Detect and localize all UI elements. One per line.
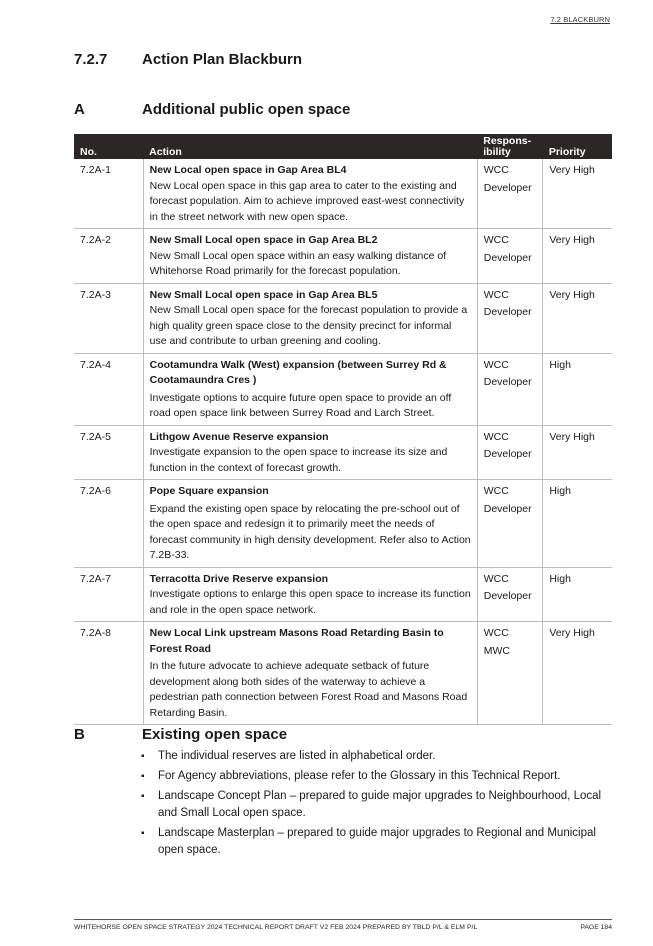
row-action	[143, 353, 477, 425]
action-description: Expand the existing open space by relocating the pre-school out of the open space and redesign it to primarily meet the needs of forecast community in high density development. Refer also to Action 7.2B-33.	[149, 502, 471, 561]
action-title: Cootamundra Walk (West) expansion (between Surrey Rd & Cootamaundra Cres )	[149, 358, 447, 386]
row-action	[143, 567, 477, 622]
row-action	[143, 159, 477, 229]
subsection-a-letter: A	[74, 101, 85, 118]
footer-divider	[74, 919, 612, 920]
action-description: Investigate options to enlarge this open space to increase its function and role in the open space network.	[149, 588, 471, 616]
responsible-agency: Developer	[483, 376, 532, 388]
row-number: 7.2A-8	[74, 622, 143, 725]
action-title: New Local open space in Gap Area BL4	[149, 164, 347, 176]
table-header-row	[74, 134, 612, 159]
responsible-agency: WCC	[483, 288, 509, 301]
action-title: New Local Link upstream Masons Road Retarding Basin to Forest Road	[149, 627, 444, 655]
responsible-agency: Developer	[483, 590, 532, 602]
row-number: 7.2A-5	[74, 425, 143, 480]
subsection-a-title: Additional public open space	[142, 101, 351, 118]
header-responsibility-label: Respons- ibility	[483, 135, 532, 158]
row-responsibility	[477, 229, 543, 284]
action-description: New Small Local open space within an easy walking distance of Whitehorse Road primarily for the forecast population.	[149, 249, 447, 277]
section-number: 7.2.7	[74, 51, 108, 68]
row-number: 7.2A-6	[74, 480, 143, 568]
row-responsibility	[477, 425, 543, 480]
header-priority: Priority	[543, 134, 612, 159]
footer-text: WHITEHORSE OPEN SPACE STRATEGY 2024 TECHNICAL REPORT DRAFT V2 FEB 2024 PREPARED BY TBLD P/L & ELM P/L	[74, 924, 478, 931]
header-no: No.	[74, 134, 143, 159]
header-responsibility	[477, 134, 543, 159]
row-priority: Very High	[543, 229, 612, 284]
header-action: Action	[143, 134, 477, 159]
subsection-b-letter: B	[74, 726, 85, 743]
row-action	[143, 425, 477, 480]
responsible-agency: WCC	[483, 430, 509, 443]
action-title: Terracotta Drive Reserve expansion	[149, 572, 329, 585]
table-row	[74, 283, 612, 353]
section-heading	[74, 51, 302, 68]
responsible-agency: WCC	[483, 572, 509, 585]
row-responsibility	[477, 567, 543, 622]
row-action	[143, 283, 477, 353]
row-priority: Very High	[543, 159, 612, 229]
action-description: Investigate expansion to the open space to increase its size and function in the context of forecast growth.	[149, 446, 448, 474]
action-title: New Small Local open space in Gap Area BL5	[149, 288, 378, 301]
bullet-list	[141, 748, 616, 862]
row-priority: Very High	[543, 283, 612, 353]
subsection-b-title: Existing open space	[142, 726, 288, 743]
row-action	[143, 480, 477, 568]
responsible-agency: Developer	[483, 251, 532, 264]
action-title: Lithgow Avenue Reserve expansion	[149, 430, 329, 443]
list-item: ▪ For Agency abbreviations, please refer to the Glossary in this Technical Report.	[141, 768, 616, 785]
action-title: Pope Square expansion	[149, 485, 269, 497]
row-priority: High	[543, 567, 612, 622]
table-row	[74, 622, 612, 725]
action-description: New Local open space in this gap area to cater to the existing and forecast population. Aim to achieve improved east-west connectivity in the street network with new open space.	[149, 179, 465, 223]
responsible-agency: WCC	[483, 234, 509, 246]
row-responsibility	[477, 159, 543, 229]
action-table	[74, 134, 612, 725]
row-number: 7.2A-3	[74, 283, 143, 353]
row-priority: High	[543, 480, 612, 568]
row-responsibility	[477, 622, 543, 725]
list-item: ▪ The individual reserves are listed in alphabetical order.	[141, 748, 616, 765]
subsection-b-heading	[74, 726, 287, 743]
row-action	[143, 622, 477, 725]
row-number: 7.2A-4	[74, 353, 143, 425]
table-row	[74, 425, 612, 480]
row-action	[143, 229, 477, 284]
row-priority: Very High	[543, 622, 612, 725]
action-description: In the future advocate to achieve adequate setback of future development along both sides of the waterway to achieve a pedestrian path connection between Forest Road and Masons Road Retarding Basin.	[149, 660, 468, 719]
running-head: 7.2 BLACKBURN	[550, 15, 610, 24]
responsible-agency: Developer	[483, 181, 532, 194]
row-priority: High	[543, 353, 612, 425]
responsible-agency: Developer	[483, 306, 532, 318]
table-body	[74, 159, 612, 725]
table-row	[74, 567, 612, 622]
responsible-agency: Developer	[483, 448, 532, 460]
row-number: 7.2A-2	[74, 229, 143, 284]
subsection-a-heading	[74, 101, 350, 118]
list-item: ▪ Landscape Concept Plan – prepared to guide major upgrades to Neighbourhood, Local and Small Local open space.	[141, 788, 616, 822]
table-row	[74, 480, 612, 568]
responsible-agency: WCC	[483, 485, 509, 497]
section-title: Action Plan Blackburn	[142, 51, 303, 68]
action-description: Investigate options to acquire future open space to provide an off road open space link between Surrey Road and Larch Street.	[149, 391, 452, 419]
responsible-agency: WCC	[483, 627, 509, 639]
table-row	[74, 353, 612, 425]
row-number: 7.2A-7	[74, 567, 143, 622]
row-responsibility	[477, 353, 543, 425]
action-description: New Small Local open space for the forecast population to provide a high quality green space close to the density precinct for informal use and contribute to urban greening and cooling.	[149, 304, 468, 347]
responsible-agency: WCC	[483, 164, 509, 176]
row-responsibility	[477, 283, 543, 353]
responsible-agency: WCC	[483, 358, 509, 371]
action-title: New Small Local open space in Gap Area BL2	[149, 234, 378, 246]
responsible-agency: MWC	[483, 644, 510, 657]
list-item: ▪ Landscape Masterplan – prepared to guide major upgrades to Regional and Municipal open space.	[141, 825, 616, 859]
row-priority: Very High	[543, 425, 612, 480]
row-responsibility	[477, 480, 543, 568]
page-number: PAGE 184	[580, 924, 612, 931]
responsible-agency: Developer	[483, 502, 532, 515]
row-number: 7.2A-1	[74, 159, 143, 229]
table-row	[74, 229, 612, 284]
table-row	[74, 159, 612, 229]
